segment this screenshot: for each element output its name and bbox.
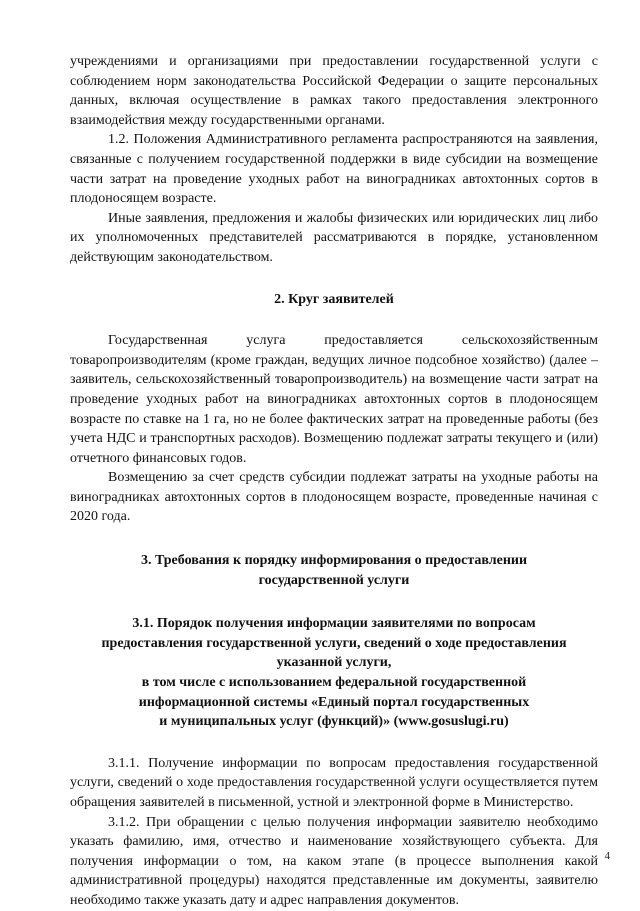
document-page (70, 52, 598, 911)
subsection-3-1-heading-line-3: указанной услуги, (276, 655, 392, 671)
page-number: 4 (604, 850, 610, 862)
paragraph-applicants: Государственная услуга предоставляется сельскохозяйственным товаропроизводителям (кроме граждан, ведущих личное подсобное хозяйство) (далее – заявитель, сельскохозяйственный товаропроизводитель) на возмещение части затрат на проведение уходных работ на виноградниках автохтонных сортов в плодоносящем возрасте по ставке на 1 га, но не более фактических затрат на проведенные работы (без учета НДС и транспортных расходов). Возмещению подлежат затраты текущего и (или) отчетного финансовых годов. (70, 333, 598, 466)
subsection-3-1-heading-line-6: и муниципальных услуг (функций)» (www.gosuslugi.ru) (159, 714, 509, 730)
subsection-3-1-heading-line-5: информационной системы «Единый портал государственных (138, 694, 530, 710)
section-3-heading-line-2: государственной услуги (258, 572, 410, 588)
subsection-3-1-heading-line-2: предоставления государственной услуги, сведений о ходе предоставления (101, 635, 567, 651)
paragraph-intro-continuation: учреждениями и организациями при предоставлении государственной услуги с соблюдением норм законодательства Российской Федерации о защите персональных данных, включая осуществление в рамках такого предоставления электронного взаимодействия между государственными органами. (70, 54, 598, 128)
section-3-heading-line-1: 3. Требования к порядку информирования о предоставлении (140, 553, 528, 569)
paragraph-1-2: 1.2. Положения Административного регламента распространяются на заявления, связанные с получением государственной поддержки в виде субсидии на возмещение части затрат на проведение уходных работ на виноградниках автохтонных сортов в плодоносящем возрасте. (70, 132, 598, 207)
paragraph-3-1-1: 3.1.1. Получение информации по вопросам предоставления государственной услуги, сведений о ходе предоставления государственной услуги осуществляется путем обращения заявителей в письменной, устной и электронной форме в Министерство. (70, 755, 598, 810)
subsection-3-1-heading-line-4: в том числе с использованием федеральной государственной (141, 675, 527, 691)
subsection-3-1-heading-line-1: 3.1. Порядок получения информации заявителями по вопросам (132, 616, 536, 632)
paragraph-reimbursement: Возмещению за счет средств субсидии подлежат затраты на уходные работы на виноградниках автохтонных сортов в плодоносящем возрасте, проведенные начиная с 2020 года. (70, 470, 598, 525)
section-2-heading: 2. Круг заявителей (274, 291, 394, 307)
paragraph-3-1-2: 3.1.2. При обращении с целью получения информации заявителю необходимо указать фамилию, имя, отчество и наименование хозяйствующего субъекта. Для получения информации о том, на каком этапе (в процессе выполнения какой административной процедуры) находятся представленные им документы, заявителю необходимо также указать дату и адрес направления документов. (70, 814, 598, 908)
paragraph-other-applications: Иные заявления, предложения и жалобы физических или юридических лиц либо их уполномоченных представителей рассматриваются в порядке, установленном действующим законодательством. (70, 210, 598, 265)
